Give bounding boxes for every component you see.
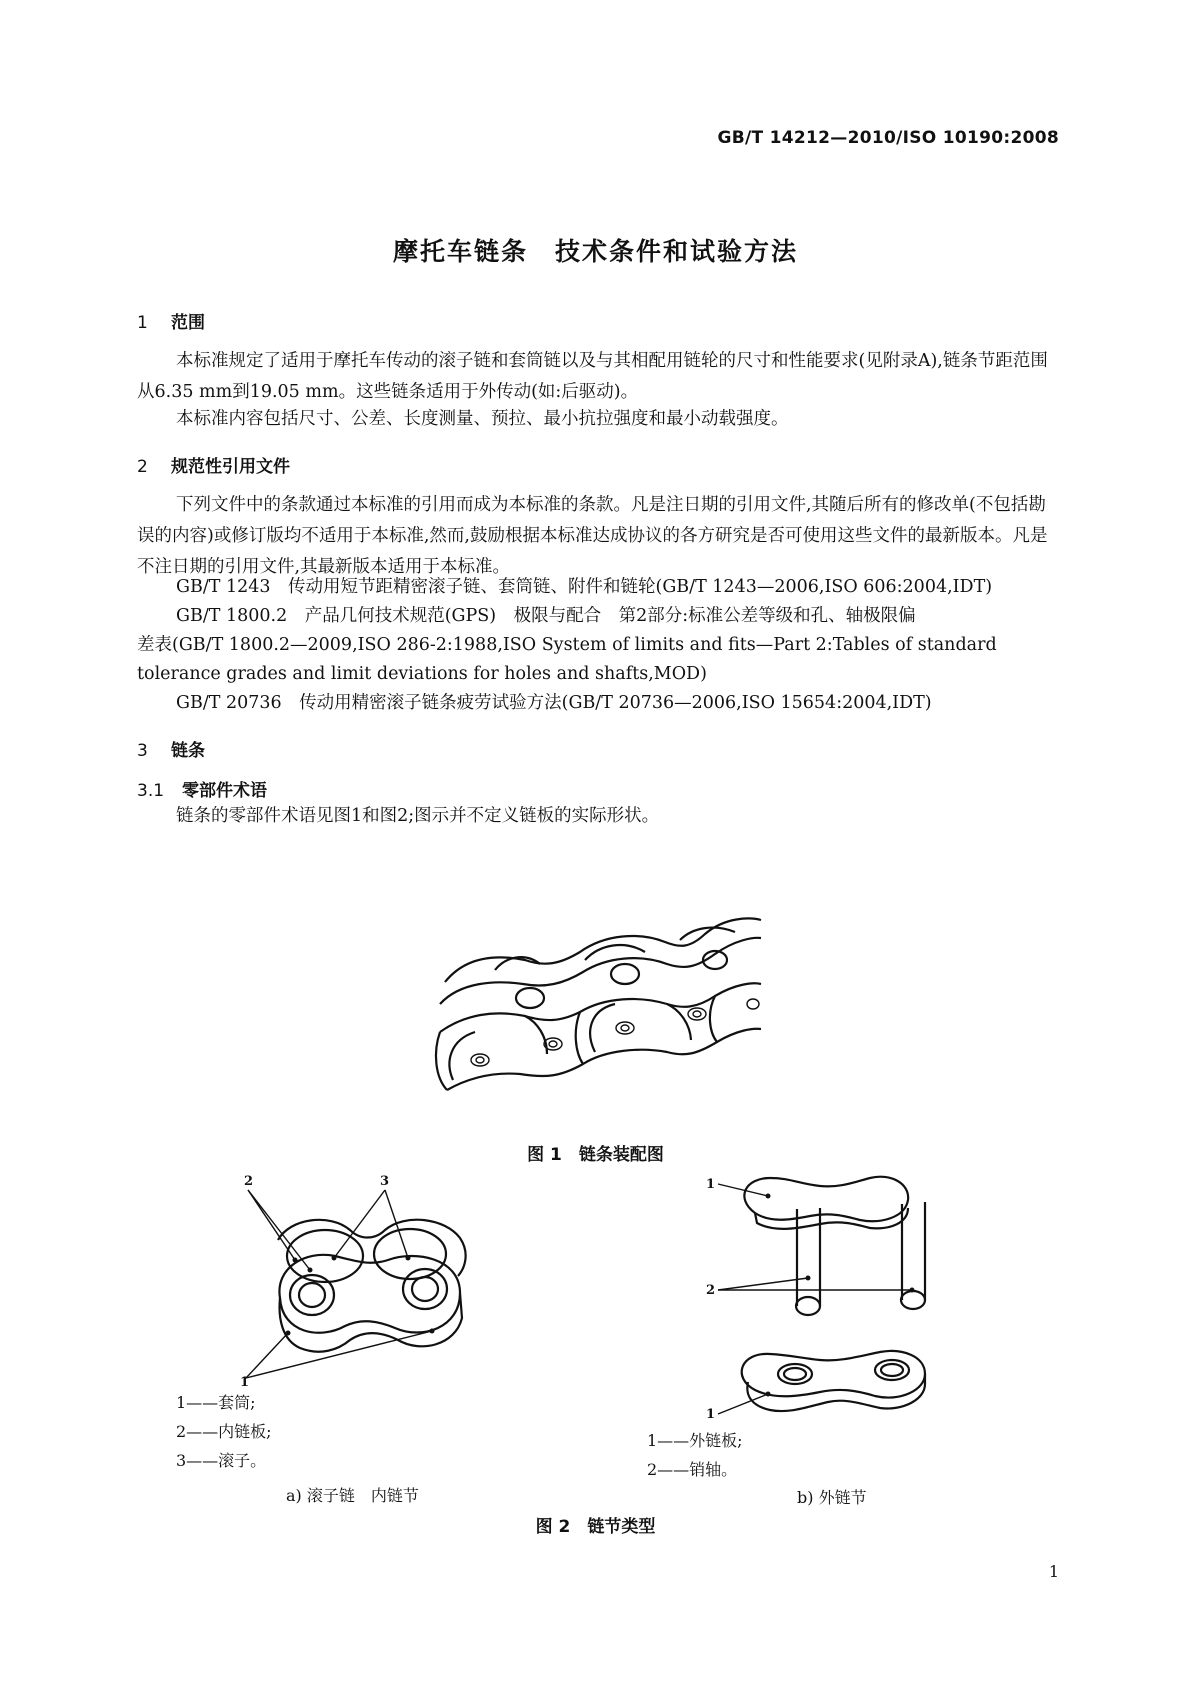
section-number: 2: [137, 457, 148, 477]
reference-gbt20736: GB/T 20736 传动用精密滚子链条疲劳试验方法(GB/T 20736—2006,ISO 15654:2004,IDT): [176, 693, 932, 713]
figure-1-caption: 图 1 链条装配图: [527, 1145, 664, 1165]
callout-1: 1: [240, 1375, 250, 1390]
section-title: 规范性引用文件: [171, 457, 290, 477]
reference-gbt1243: GB/T 1243 传动用短节距精密滚子链、套筒链、附件和链轮(GB/T 1243—2006,ISO 606:2004,IDT): [176, 577, 993, 597]
section-title: 零部件术语: [182, 781, 267, 801]
callout-3: 3: [380, 1174, 390, 1189]
callout-2: 2: [244, 1174, 254, 1189]
callout-1-top: 1: [706, 1177, 716, 1192]
figure-1-chain-assembly-drawing: [435, 912, 761, 1097]
section-title: 链条: [171, 741, 205, 761]
figure-2b-outer-link-drawing: [640, 1168, 970, 1458]
page-number: 1: [1048, 1562, 1059, 1581]
figure-2b-legend-1: 1——外链板;: [647, 1431, 743, 1450]
reference-gbt1800-2-cont: 差表(GB/T 1800.2—2009,ISO 286-2:1988,ISO System of limits and fits—Part 2:Tables of standard: [137, 635, 997, 655]
callout-1-bottom: 1: [706, 1407, 716, 1422]
figure-2b-legend-2: 2——销轴。: [647, 1460, 738, 1479]
section-number: 3.1: [137, 781, 165, 801]
section-number: 1: [137, 313, 148, 333]
figure-2-caption: 图 2 链节类型: [535, 1517, 656, 1537]
section-1-paragraph-1: 本标准规定了适用于摩托车传动的滚子链和套筒链以及与其相配用链轮的尺寸和性能要求(见附录A),链条节距范围从6.35 mm到19.05 mm。这些链条适用于外传动(如:后驱动)。: [137, 351, 1048, 402]
section-2-paragraph-1: 下列文件中的条款通过本标准的引用而成为本标准的条款。凡是注日期的引用文件,其随后所有的修改单(不包括勘误的内容)或修订版均不适用于本标准,然而,鼓励根据本标准达成协议的各方研究是否可使用这些文件的最新版本。凡是不注日期的引用文件,其最新版本适用于本标准。: [137, 495, 1048, 577]
section-title: 范围: [171, 313, 205, 333]
figure-2a-legend-2: 2——内链板;: [176, 1422, 272, 1441]
standard-code: GB/T 14212—2010/ISO 10190:2008: [717, 128, 1059, 148]
section-number: 3: [137, 741, 148, 761]
section-3-heading: [137, 736, 205, 761]
figure-2a-legend-1: 1——套筒;: [176, 1393, 256, 1412]
reference-gbt1800-2-cont2: tolerance grades and limit deviations for holes and shafts,MOD): [137, 664, 707, 684]
section-3-1-paragraph: 链条的零部件术语见图1和图2;图示并不定义链板的实际形状。: [176, 806, 660, 826]
section-2-heading: [137, 452, 290, 477]
callout-2: 2: [706, 1283, 716, 1298]
figure-2b-subcaption: b) 外链节: [797, 1488, 867, 1507]
figure-2a-inner-link-drawing: [160, 1168, 510, 1393]
section-3-1-heading: [137, 776, 267, 801]
document-title: 摩托车链条 技术条件和试验方法: [392, 237, 798, 266]
section-1-paragraph-2: 本标准内容包括尺寸、公差、长度测量、预拉、最小抗拉强度和最小动载强度。: [176, 409, 789, 429]
figure-2a-subcaption: a) 滚子链 内链节: [286, 1486, 419, 1505]
figure-2a-legend-3: 3——滚子。: [176, 1451, 267, 1470]
section-1-heading: [137, 308, 205, 333]
reference-gbt1800-2: GB/T 1800.2 产品几何技术规范(GPS) 极限与配合 第2部分:标准公差等级和孔、轴极限偏: [176, 606, 916, 626]
